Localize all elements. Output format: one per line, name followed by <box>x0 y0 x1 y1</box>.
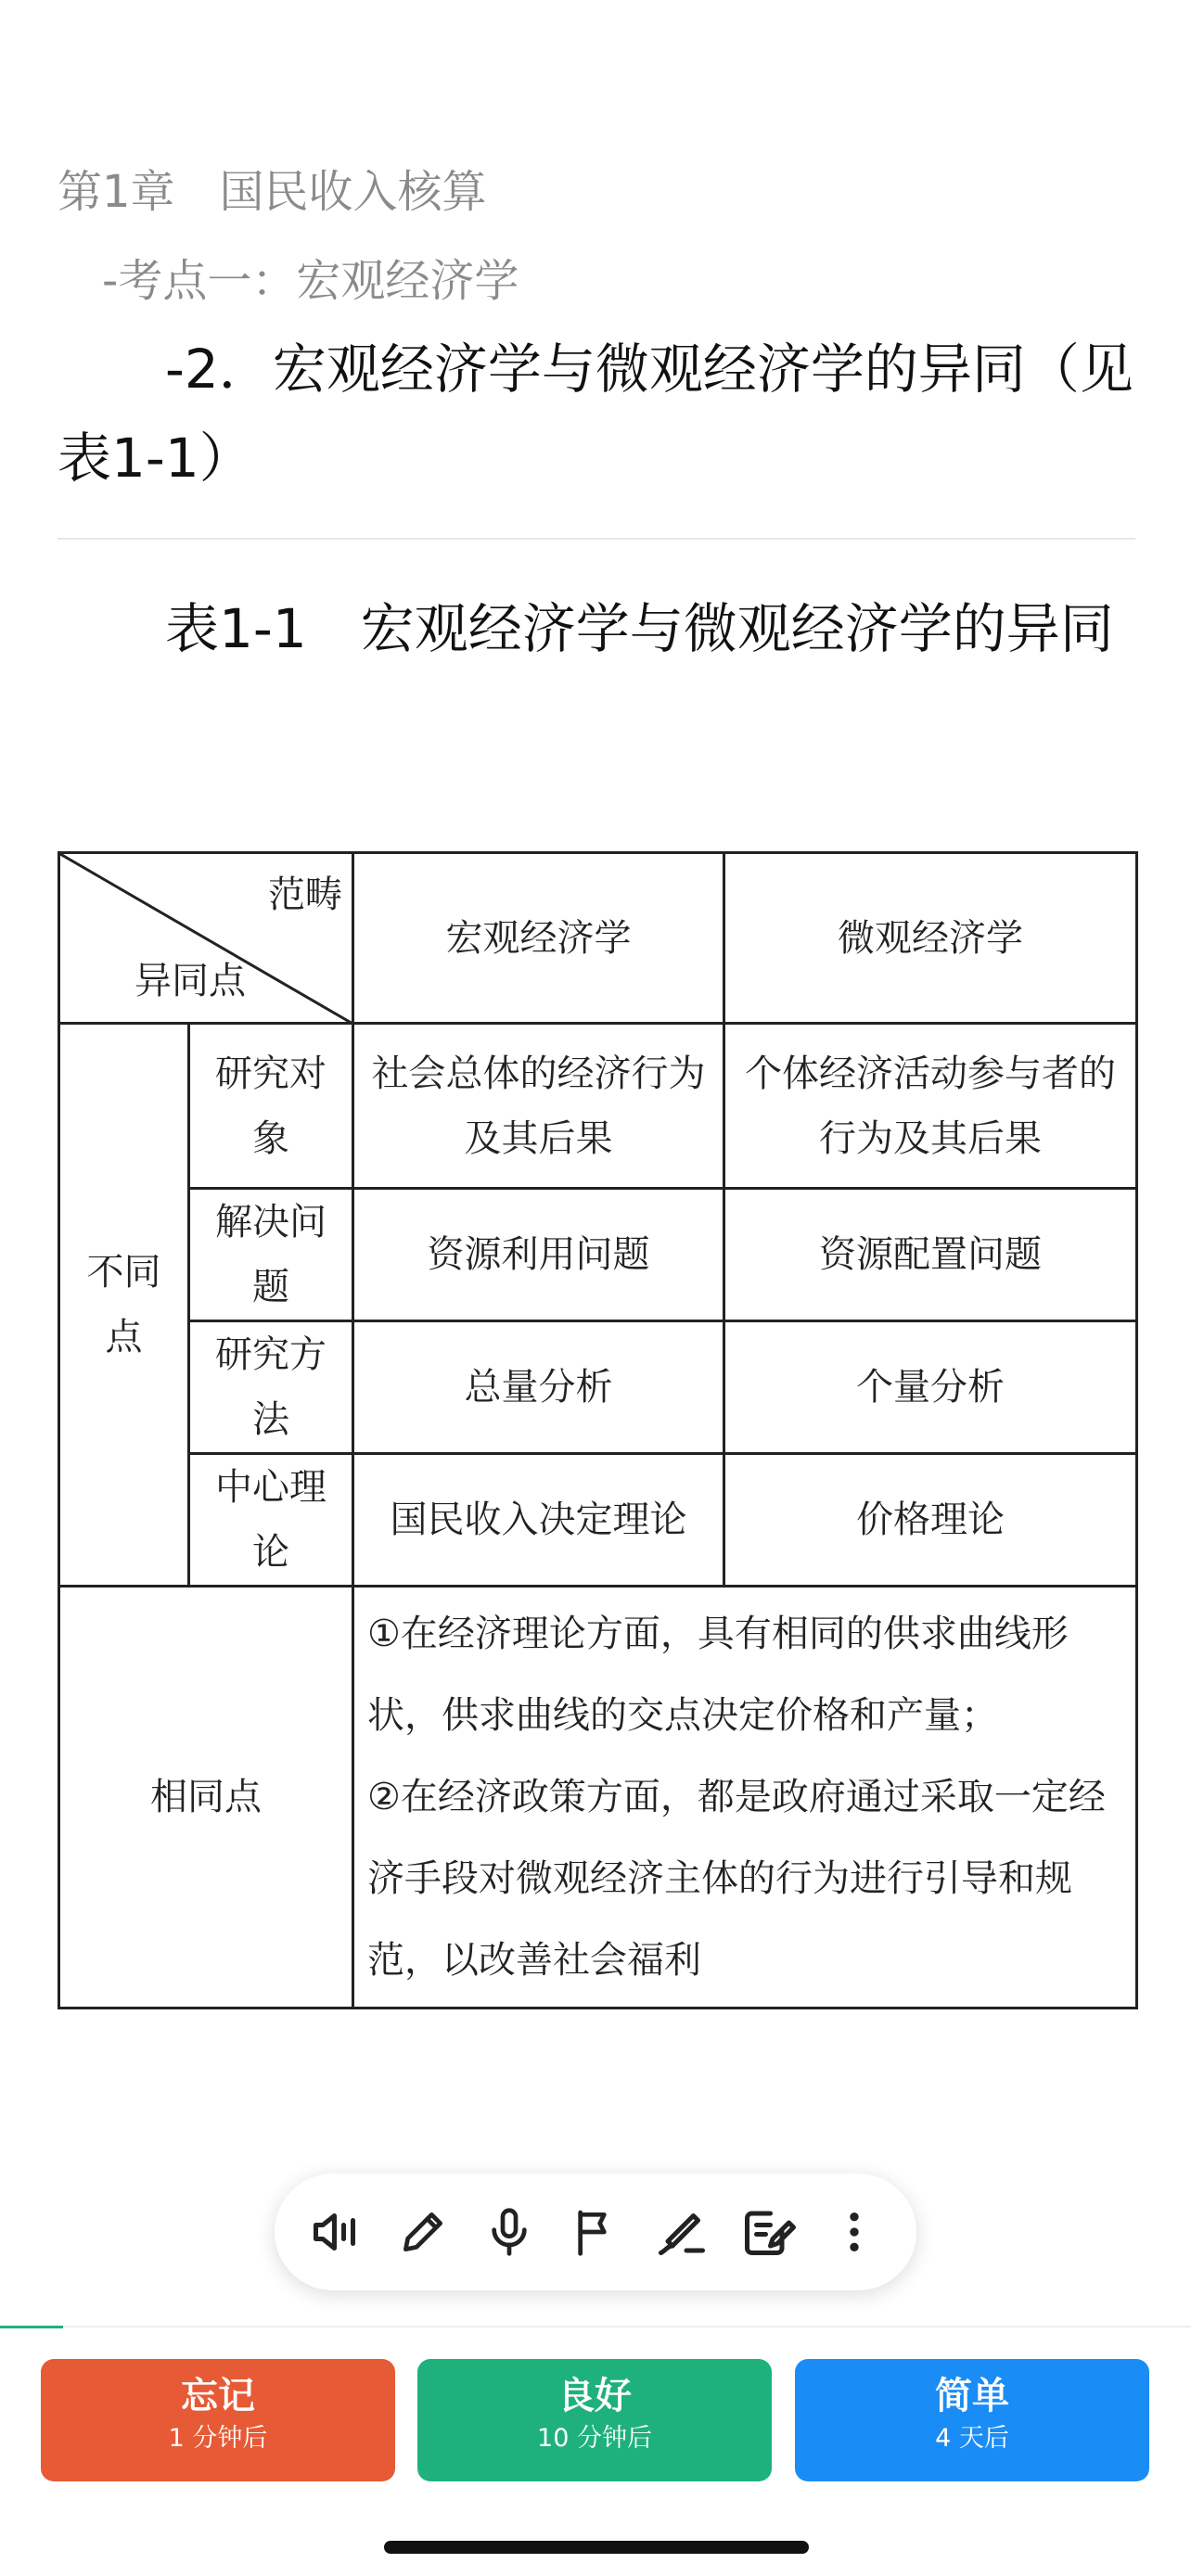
micro-cell: 个量分析 <box>724 1321 1137 1454</box>
header-macro: 宏观经济学 <box>353 853 724 1024</box>
same-point-2: ②在经济政策方面，都是政府通过采取一定经济手段对微观经济主体的行为进行引导和规范，以改善社会福利 <box>367 1776 1106 1982</box>
aspect-cell: 解决问题 <box>189 1189 353 1321</box>
more-icon[interactable] <box>821 2199 888 2265</box>
same-points-cell <box>353 1587 1137 2009</box>
aspect-cell: 中心理论 <box>189 1454 353 1587</box>
speaker-icon[interactable] <box>303 2199 370 2265</box>
easy-label: 简单 <box>935 2375 1009 2417</box>
aspect-cell: 研究方法 <box>189 1321 353 1454</box>
corner-bottom-label: 异同点 <box>134 960 246 1002</box>
floating-toolbar <box>275 2174 916 2290</box>
good-interval: 10 分钟后 <box>537 2424 652 2453</box>
easy-button[interactable] <box>795 2359 1149 2481</box>
same-point-1: ①在经济理论方面，具有相同的供求曲线形状，供求曲线的交点决定价格和产量； <box>367 1613 1069 1737</box>
table-corner-cell <box>59 853 353 1024</box>
macro-cell: 总量分析 <box>353 1321 724 1454</box>
micro-cell: 资源配置问题 <box>724 1189 1137 1321</box>
section-title: -考点一：宏观经济学 <box>102 255 519 307</box>
pen-icon[interactable] <box>648 2199 715 2265</box>
macro-cell: 社会总体的经济行为及其后果 <box>353 1024 724 1189</box>
micro-cell: 个体经济活动参与者的行为及其后果 <box>724 1024 1137 1189</box>
forget-button[interactable] <box>41 2359 395 2481</box>
pencil-icon[interactable] <box>390 2199 456 2265</box>
easy-interval: 4 天后 <box>935 2424 1009 2453</box>
table-caption: 表1-1 宏观经济学与微观经济学的异同 <box>58 597 1114 660</box>
good-button[interactable] <box>417 2359 772 2481</box>
card-question: -2．宏观经济学与微观经济学的异同（见表1-1） <box>58 338 1133 490</box>
comparison-table <box>58 851 1135 1982</box>
header-micro: 微观经济学 <box>724 853 1137 1024</box>
forget-interval: 1 分钟后 <box>168 2424 268 2453</box>
macro-cell: 国民收入决定理论 <box>353 1454 724 1587</box>
progress-fill <box>0 2326 63 2328</box>
chapter-title: 第1章 国民收入核算 <box>58 166 487 218</box>
macro-cell: 资源利用问题 <box>353 1189 724 1321</box>
flag-icon[interactable] <box>562 2199 629 2265</box>
forget-label: 忘记 <box>181 2375 255 2417</box>
corner-top-label: 范畴 <box>268 874 342 916</box>
micro-cell: 价格理论 <box>724 1454 1137 1587</box>
diff-label: 不同点 <box>59 1024 189 1587</box>
microphone-icon[interactable] <box>476 2199 543 2265</box>
divider <box>58 538 1135 540</box>
progress-track <box>0 2326 1191 2327</box>
same-label: 相同点 <box>59 1587 353 2009</box>
edit-note-icon[interactable] <box>735 2199 801 2265</box>
aspect-cell: 研究对象 <box>189 1024 353 1189</box>
good-label: 良好 <box>557 2375 632 2417</box>
home-indicator[interactable] <box>384 2541 809 2554</box>
